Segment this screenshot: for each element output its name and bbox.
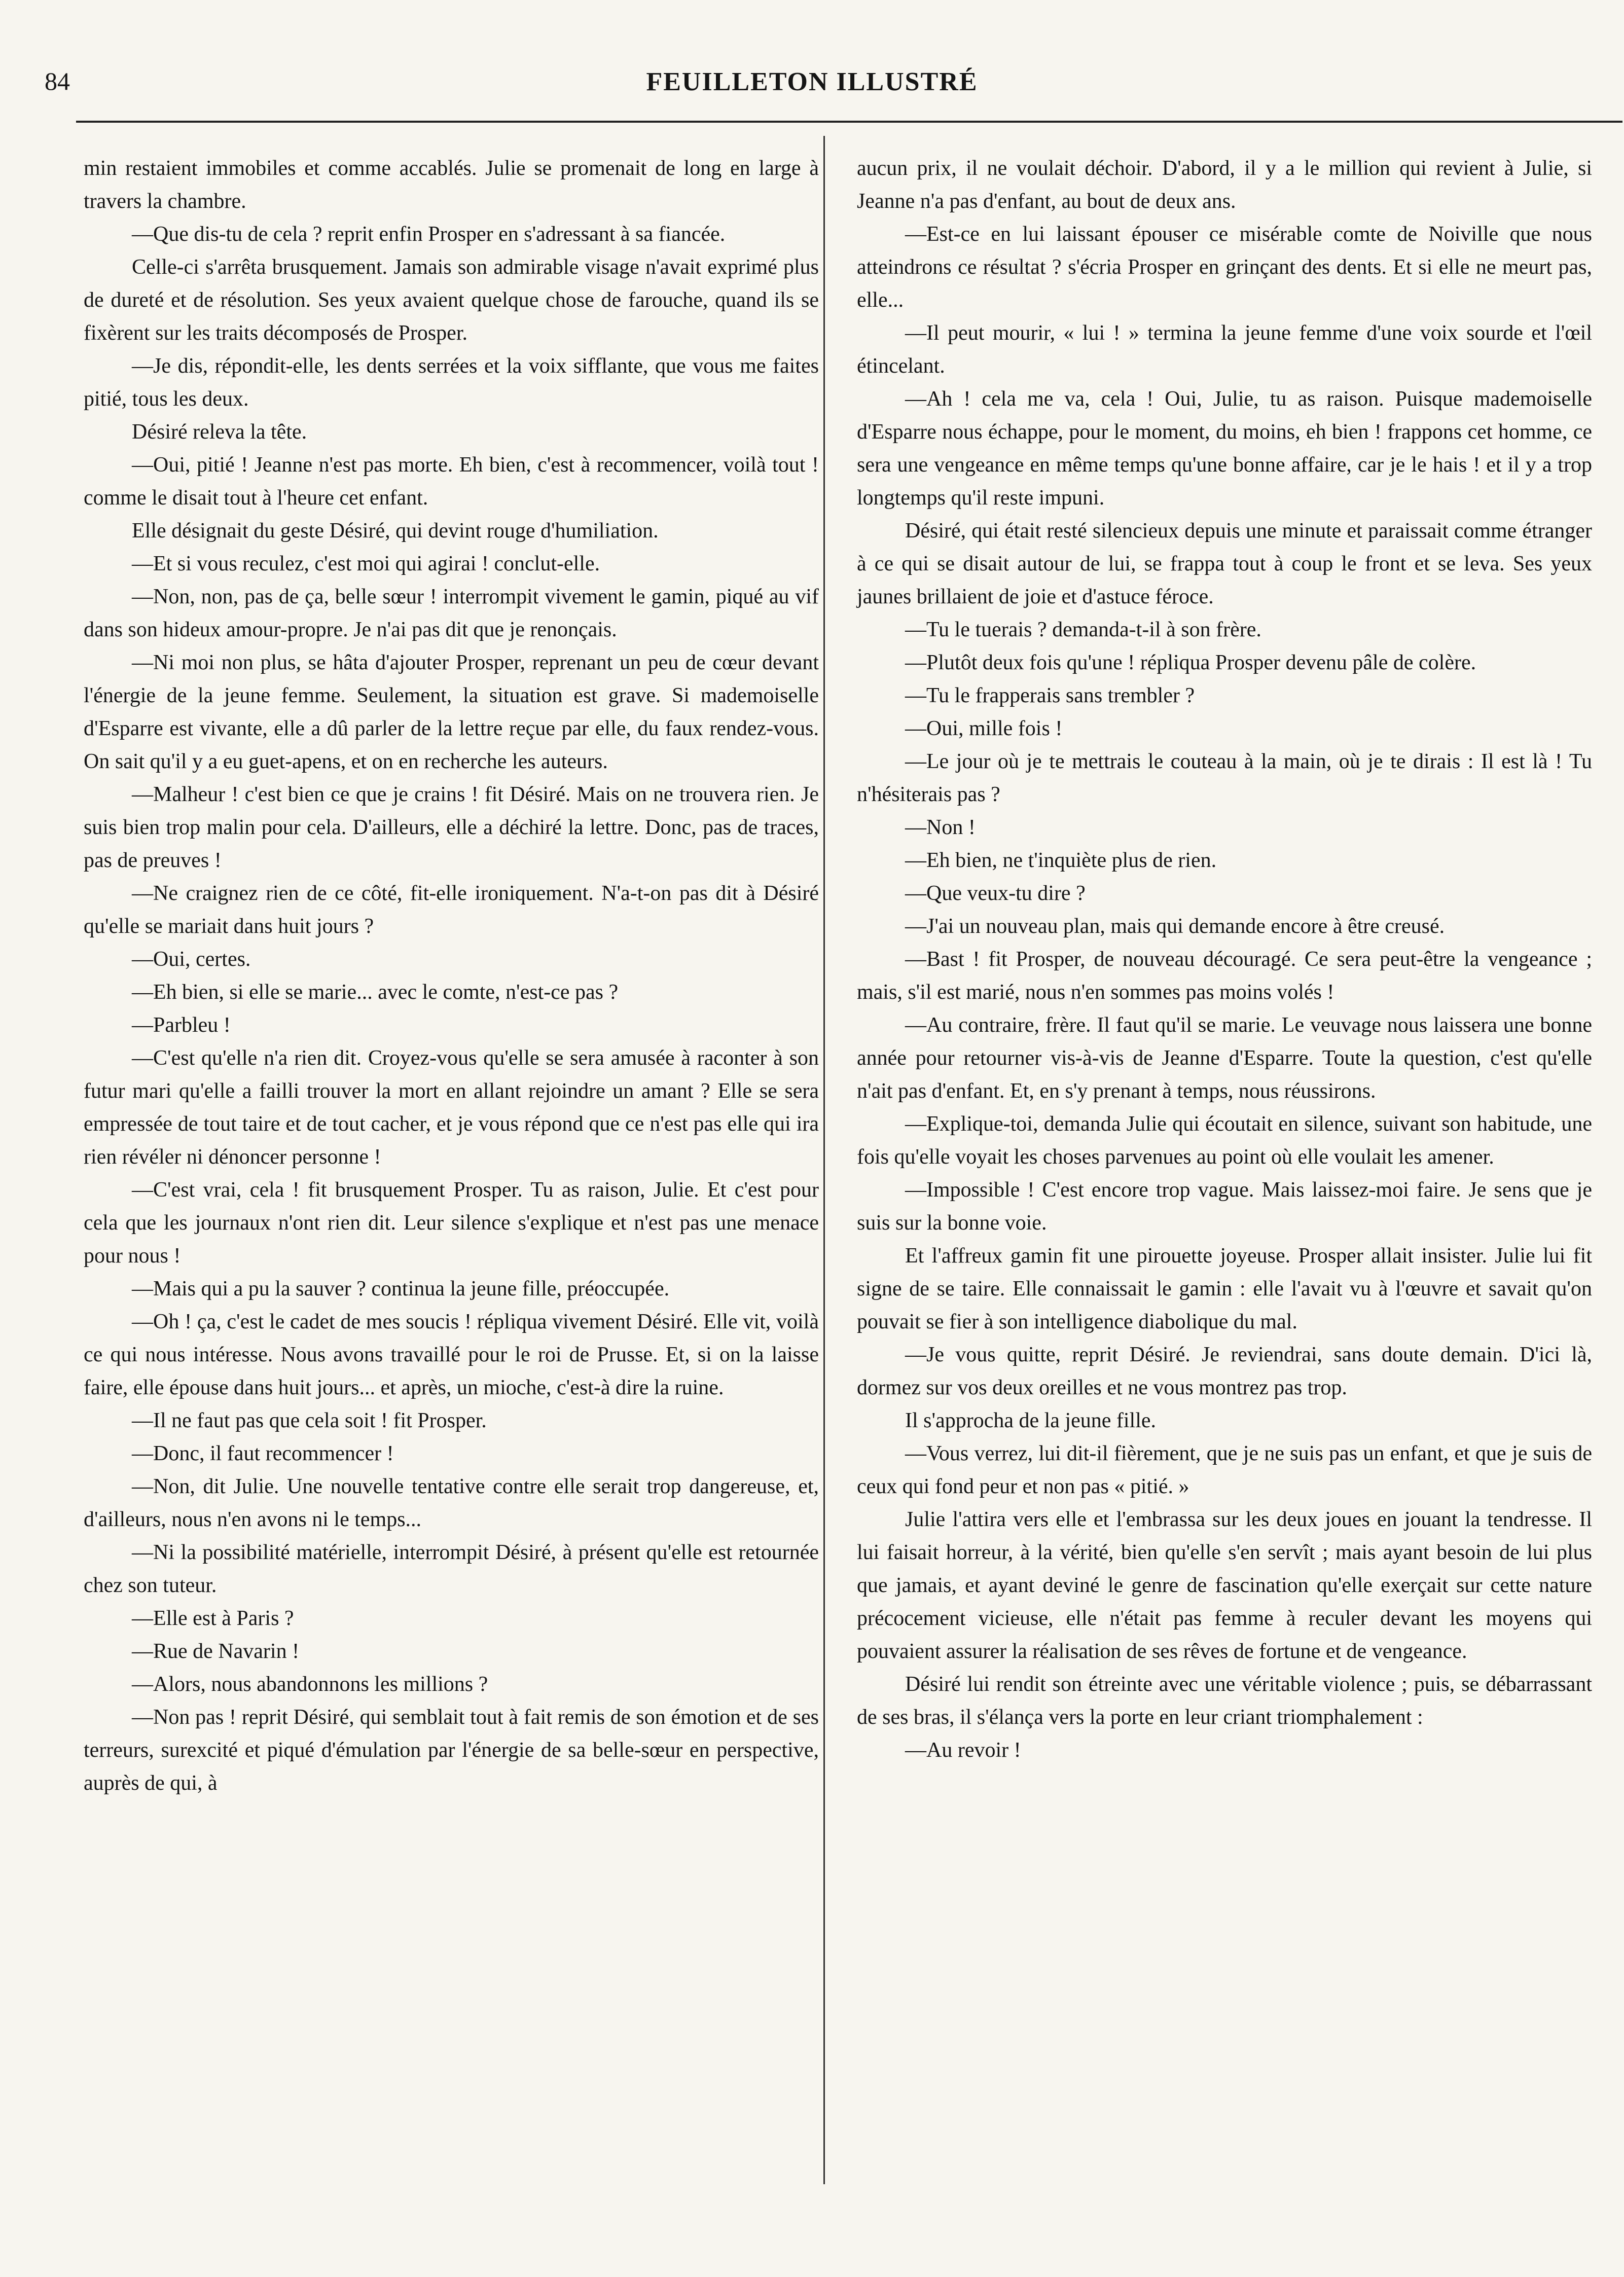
paragraph: —Et si vous reculez, c'est moi qui agirai ! conclut-elle. <box>132 552 600 575</box>
paragraph: —Le jour où je te mettrais le couteau à la main, où je te dirais : Il est là ! Tu n'hésiterais pas ? <box>857 750 1592 806</box>
column-divider <box>823 136 825 2184</box>
paragraph: —Que dis-tu de cela ? reprit enfin Prosper en s'adressant à sa fiancée. <box>132 223 726 246</box>
paragraph: —C'est qu'elle n'a rien dit. Croyez-vous qu'elle se sera amusée à raconter à son futur mari qu'elle a failli trouver la mort en allant rejoindre un amant ? Elle se sera empressée de tout taire et de tout cacher, et je vous répond que ce n'est pas elle qui ira rien révéler ni dénoncer personne ! <box>84 1046 819 1169</box>
paragraph: aucun prix, il ne voulait déchoir. D'abord, il y a le million qui revient à Julie, si Jeanne n'a pas d'enfant, au bout de deux ans. <box>857 157 1592 213</box>
paragraph: —Oui, certes. <box>132 948 251 971</box>
paragraph: —Alors, nous abandonnons les millions ? <box>132 1673 488 1696</box>
paragraph: —Non ! <box>905 816 976 839</box>
paragraph: Julie l'attira vers elle et l'embrassa sur les deux joues en jouant la tendresse. Il lui faisait horreur, à la vérité, bien qu'elle s'en servît ; mais ayant besoin de lui plus que jamais, et ayant deviné le genre de fascination qu'elle exerçait sur cette nature précocement vicieuse, elle n'était pas femme à reculer devant les moyens qui pouvaient assurer la réalisation de ses rêves de fortune et de vengeance. <box>857 1508 1592 1663</box>
paragraph: Désiré lui rendit son étreinte avec une véritable violence ; puis, se débarrassant de ses bras, il s'élança vers la porte en leur criant triomphalement : <box>857 1673 1592 1729</box>
paragraph: —Oui, mille fois ! <box>905 717 1063 740</box>
text-column-right <box>857 152 1592 1767</box>
paragraph: —Je dis, répondit-elle, les dents serrées et la voix sifflante, que vous me faites pitié, tous les deux. <box>84 354 819 411</box>
paragraph: —Eh bien, ne t'inquiète plus de rien. <box>905 849 1217 872</box>
paragraph: —Eh bien, si elle se marie... avec le comte, n'est-ce pas ? <box>132 981 619 1004</box>
paragraph: —Malheur ! c'est bien ce que je crains ! fit Désiré. Mais on ne trouvera rien. Je suis bien trop malin pour cela. D'ailleurs, elle a déchiré la lettre. Donc, pas de traces, pas de preuves ! <box>84 783 819 872</box>
paragraph: —Oui, pitié ! Jeanne n'est pas morte. Eh bien, c'est à recommencer, voilà tout ! comme le disait tout à l'heure cet enfant. <box>84 453 819 510</box>
paragraph: —C'est vrai, cela ! fit brusquement Prosper. Tu as raison, Julie. Et c'est pour cela que les journaux n'ont rien dit. Leur silence s'explique et n'est pas une menace pour nous ! <box>84 1178 819 1268</box>
paragraph: —Il peut mourir, « lui ! » termina la jeune femme d'une voix sourde et l'œil étincelant. <box>857 321 1592 378</box>
paragraph: —Ne craignez rien de ce côté, fit-elle ironiquement. N'a-t-on pas dit à Désiré qu'elle se mariait dans huit jours ? <box>84 882 819 938</box>
paragraph: —Tu le frapperais sans trembler ? <box>905 684 1195 707</box>
paragraph: —Ni la possibilité matérielle, interrompit Désiré, à présent qu'elle est retournée chez son tuteur. <box>84 1541 819 1597</box>
paragraph: —Il ne faut pas que cela soit ! fit Prosper. <box>132 1409 487 1432</box>
paragraph: —Non, non, pas de ça, belle sœur ! interrompit vivement le gamin, piqué au vif dans son hideux amour-propre. Je n'ai pas dit que je renonçais. <box>84 585 819 641</box>
paragraph: Désiré releva la tête. <box>132 420 307 444</box>
header-rule <box>76 121 1622 123</box>
paragraph: —Donc, il faut recommencer ! <box>132 1442 394 1465</box>
paragraph: —Que veux-tu dire ? <box>905 882 1086 905</box>
paragraph: —Ah ! cela me va, cela ! Oui, Julie, tu as raison. Puisque mademoiselle d'Esparre nous échappe, pour le moment, du moins, eh bien ! frappons cet homme, ce sera une vengeance en même temps qu'une bonne affaire, car je le hais ! et il y a trop longtemps qu'il reste impuni. <box>857 387 1592 510</box>
paragraph: Celle-ci s'arrêta brusquement. Jamais son admirable visage n'avait exprimé plus de dureté et de résolution. Ses yeux avaient quelque chose de farouche, quand ils se fixèrent sur les traits décomposés de Prosper. <box>84 256 819 345</box>
paragraph: —Plutôt deux fois qu'une ! répliqua Prosper devenu pâle de colère. <box>905 651 1476 674</box>
paragraph: —Bast ! fit Prosper, de nouveau découragé. Ce sera peut-être la vengeance ; mais, s'il est marié, nous n'en sommes pas moins volés ! <box>857 948 1592 1004</box>
paragraph: —Non, dit Julie. Une nouvelle tentative contre elle serait trop dangereuse, et, d'ailleurs, nous n'en avons ni le temps... <box>84 1475 819 1531</box>
paragraph: —Vous verrez, lui dit-il fièrement, que je ne suis pas un enfant, et que je suis de ceux qui fond peur et non pas « pitié. » <box>857 1442 1592 1498</box>
paragraph: —Est-ce en lui laissant épouser ce misérable comte de Noiville que nous atteindrons ce résultat ? s'écria Prosper en grinçant des dents. Et si elle ne meurt pas, elle... <box>857 223 1592 312</box>
paragraph: Elle désignait du geste Désiré, qui devint rouge d'humiliation. <box>132 519 659 543</box>
paragraph: —Ni moi non plus, se hâta d'ajouter Prosper, reprenant un peu de cœur devant l'énergie de la jeune femme. Seulement, la situation est grave. Si mademoiselle d'Esparre est vivante, elle a dû parler de la lettre reçue par elle, du faux rendez-vous. On sait qu'il y a eu guet-apens, et on en recherche les auteurs. <box>84 651 819 773</box>
paragraph: —Au contraire, frère. Il faut qu'il se marie. Le veuvage nous laissera une bonne année pour retourner vis-à-vis de Jeanne d'Esparre. Toute la question, c'est qu'elle n'ait pas d'enfant. Et, en s'y prenant à temps, nous réussirons. <box>857 1014 1592 1103</box>
paragraph: —Mais qui a pu la sauver ? continua la jeune fille, préoccupée. <box>132 1277 670 1300</box>
paragraph: —Au revoir ! <box>905 1739 1021 1762</box>
paragraph: —Explique-toi, demanda Julie qui écoutait en silence, suivant son habitude, une fois qu'elle voyait les choses parvenues au point où elle voulait les amener. <box>857 1112 1592 1169</box>
paragraph: —Impossible ! C'est encore trop vague. Mais laissez-moi faire. Je sens que je suis sur la bonne voie. <box>857 1178 1592 1235</box>
running-head: FEUILLETON ILLUSTRÉ <box>646 67 978 96</box>
paragraph: Et l'affreux gamin fit une pirouette joyeuse. Prosper allait insister. Julie lui fit signe de se taire. Elle connaissait le gamin : elle l'avait vu à l'œuvre et savait qu'on pouvait se fier à son intelligence diabolique du mal. <box>857 1244 1592 1333</box>
paragraph: —Rue de Navarin ! <box>132 1640 300 1663</box>
paragraph: —Elle est à Paris ? <box>132 1607 294 1630</box>
paragraph: —Oh ! ça, c'est le cadet de mes soucis ! répliqua vivement Désiré. Elle vit, voilà ce qui nous intéresse. Nous avons travaillé pour le roi de Prusse. Et, si on la laisse faire, elle épouse dans huit jours... et après, un mioche, c'est-à dire la ruine. <box>84 1310 819 1399</box>
text-column-left <box>84 152 819 1800</box>
paragraph: min restaient immobiles et comme accablés. Julie se promenait de long en large à travers la chambre. <box>84 157 819 213</box>
paragraph: —J'ai un nouveau plan, mais qui demande encore à être creusé. <box>905 915 1445 938</box>
paragraph: —Non pas ! reprit Désiré, qui semblait tout à fait remis de son émotion et de ses terreurs, surexcité et piqué d'émulation par l'énergie de sa belle-sœur en perspective, auprès de qui, à <box>84 1706 819 1795</box>
paragraph: —Tu le tuerais ? demanda-t-il à son frère. <box>905 618 1261 641</box>
paragraph: —Parbleu ! <box>132 1014 231 1037</box>
paragraph: Désiré, qui était resté silencieux depuis une minute et paraissait comme étranger à ce qui se disait autour de lui, se frappa tout à coup le front et se leva. Ses yeux jaunes brillaient de joie et d'astuce féroce. <box>857 519 1592 608</box>
page-number: 84 <box>45 67 70 95</box>
paragraph: —Je vous quitte, reprit Désiré. Je reviendrai, sans doute demain. D'ici là, dormez sur vos deux oreilles et ne vous montrez pas trop. <box>857 1343 1592 1399</box>
paragraph: Il s'approcha de la jeune fille. <box>905 1409 1157 1432</box>
